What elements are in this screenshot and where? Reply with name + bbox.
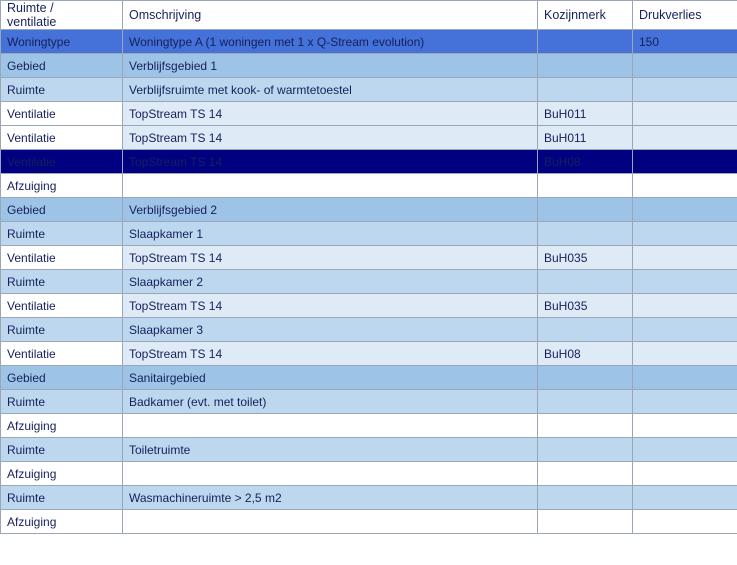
- cell-omschrijving[interactable]: Sanitairgebied: [123, 366, 538, 390]
- cell-drukverlies[interactable]: [633, 150, 737, 174]
- cell-omschrijving[interactable]: Verblijfsgebied 1: [123, 54, 538, 78]
- cell-drukverlies[interactable]: 150: [633, 30, 737, 54]
- column-header-kozijnmerk[interactable]: Kozijnmerk: [538, 1, 633, 30]
- column-header-line2: ventilatie: [7, 15, 57, 29]
- cell-ruimte-ventilatie[interactable]: Ruimte: [1, 222, 123, 246]
- cell-ruimte-ventilatie[interactable]: Ruimte: [1, 318, 123, 342]
- cell-omschrijving[interactable]: Verblijfsgebied 2: [123, 198, 538, 222]
- cell-drukverlies[interactable]: [633, 294, 737, 318]
- cell-ruimte-ventilatie[interactable]: Ventilatie: [1, 150, 123, 174]
- table-row[interactable]: [1, 222, 737, 246]
- cell-kozijnmerk[interactable]: [538, 78, 633, 102]
- table-body: [1, 30, 737, 534]
- cell-ruimte-ventilatie[interactable]: Ventilatie: [1, 102, 123, 126]
- table-header: [1, 1, 737, 30]
- cell-ruimte-ventilatie[interactable]: Afzuiging: [1, 510, 123, 534]
- table-row[interactable]: [1, 30, 737, 54]
- cell-ruimte-ventilatie[interactable]: Woningtype: [1, 30, 123, 54]
- cell-ruimte-ventilatie[interactable]: Gebied: [1, 198, 123, 222]
- cell-omschrijving[interactable]: Verblijfsruimte met kook- of warmtetoestel: [123, 78, 538, 102]
- table-row[interactable]: [1, 294, 737, 318]
- cell-drukverlies[interactable]: [633, 222, 737, 246]
- cell-ruimte-ventilatie[interactable]: Afzuiging: [1, 414, 123, 438]
- table-row[interactable]: [1, 126, 737, 150]
- cell-kozijnmerk[interactable]: [538, 54, 633, 78]
- cell-drukverlies[interactable]: [633, 390, 737, 414]
- table-row[interactable]: [1, 462, 737, 486]
- cell-ruimte-ventilatie[interactable]: Ruimte: [1, 390, 123, 414]
- cell-drukverlies[interactable]: [633, 102, 737, 126]
- cell-kozijnmerk[interactable]: BuH011: [538, 126, 633, 150]
- cell-kozijnmerk[interactable]: [538, 366, 633, 390]
- table-row[interactable]: [1, 342, 737, 366]
- cell-drukverlies[interactable]: [633, 438, 737, 462]
- column-header-line1: Ruimte /: [7, 1, 54, 15]
- cell-omschrijving[interactable]: [123, 414, 538, 438]
- cell-kozijnmerk[interactable]: BuH035: [538, 294, 633, 318]
- cell-omschrijving[interactable]: Slaapkamer 1: [123, 222, 538, 246]
- cell-drukverlies[interactable]: [633, 462, 737, 486]
- cell-kozijnmerk[interactable]: [538, 486, 633, 510]
- cell-drukverlies[interactable]: [633, 270, 737, 294]
- cell-drukverlies[interactable]: [633, 318, 737, 342]
- cell-omschrijving[interactable]: TopStream TS 14: [123, 150, 538, 174]
- cell-omschrijving[interactable]: Slaapkamer 2: [123, 270, 538, 294]
- cell-drukverlies[interactable]: [633, 246, 737, 270]
- cell-kozijnmerk[interactable]: BuH08: [538, 342, 633, 366]
- cell-ruimte-ventilatie[interactable]: Ventilatie: [1, 342, 123, 366]
- table-row[interactable]: [1, 438, 737, 462]
- cell-kozijnmerk[interactable]: [538, 174, 633, 198]
- cell-ruimte-ventilatie[interactable]: Afzuiging: [1, 462, 123, 486]
- table-row[interactable]: [1, 198, 737, 222]
- cell-omschrijving[interactable]: TopStream TS 14: [123, 126, 538, 150]
- table-row[interactable]: [1, 366, 737, 390]
- table-row[interactable]: [1, 486, 737, 510]
- column-header-omschrijving[interactable]: Omschrijving: [123, 1, 538, 30]
- cell-kozijnmerk[interactable]: BuH08: [538, 150, 633, 174]
- cell-ruimte-ventilatie[interactable]: Ventilatie: [1, 246, 123, 270]
- cell-ruimte-ventilatie[interactable]: Ventilatie: [1, 126, 123, 150]
- cell-omschrijving[interactable]: TopStream TS 14: [123, 246, 538, 270]
- cell-omschrijving[interactable]: TopStream TS 14: [123, 342, 538, 366]
- cell-omschrijving[interactable]: TopStream TS 14: [123, 102, 538, 126]
- table-row[interactable]: [1, 150, 737, 174]
- cell-drukverlies[interactable]: [633, 414, 737, 438]
- cell-drukverlies[interactable]: [633, 366, 737, 390]
- cell-kozijnmerk[interactable]: BuH011: [538, 102, 633, 126]
- table-header-row: [1, 1, 737, 30]
- cell-kozijnmerk[interactable]: [538, 318, 633, 342]
- cell-omschrijving[interactable]: [123, 174, 538, 198]
- table-row[interactable]: [1, 54, 737, 78]
- column-header-drukverlies[interactable]: Drukverlies: [633, 1, 737, 30]
- cell-ruimte-ventilatie[interactable]: Gebied: [1, 54, 123, 78]
- table-row[interactable]: [1, 270, 737, 294]
- cell-kozijnmerk[interactable]: [538, 30, 633, 54]
- table-row[interactable]: [1, 390, 737, 414]
- cell-ruimte-ventilatie[interactable]: Ruimte: [1, 486, 123, 510]
- cell-kozijnmerk[interactable]: [538, 390, 633, 414]
- column-header-ruimte-ventilatie[interactable]: [1, 1, 123, 30]
- cell-drukverlies[interactable]: [633, 486, 737, 510]
- table-row[interactable]: [1, 78, 737, 102]
- cell-omschrijving[interactable]: Toiletruimte: [123, 438, 538, 462]
- cell-omschrijving[interactable]: TopStream TS 14: [123, 294, 538, 318]
- cell-ruimte-ventilatie[interactable]: Afzuiging: [1, 174, 123, 198]
- cell-ruimte-ventilatie[interactable]: Ruimte: [1, 78, 123, 102]
- cell-kozijnmerk[interactable]: [538, 510, 633, 534]
- table-row[interactable]: [1, 510, 737, 534]
- table-row[interactable]: [1, 246, 737, 270]
- table-row[interactable]: [1, 414, 737, 438]
- cell-omschrijving[interactable]: Wasmachineruimte > 2,5 m2: [123, 486, 538, 510]
- cell-omschrijving[interactable]: Badkamer (evt. met toilet): [123, 390, 538, 414]
- cell-kozijnmerk[interactable]: [538, 462, 633, 486]
- cell-omschrijving[interactable]: Woningtype A (1 woningen met 1 x Q-Stream evolution): [123, 30, 538, 54]
- cell-ruimte-ventilatie[interactable]: Ventilatie: [1, 294, 123, 318]
- cell-kozijnmerk[interactable]: BuH035: [538, 246, 633, 270]
- table-row[interactable]: [1, 102, 737, 126]
- cell-kozijnmerk[interactable]: [538, 270, 633, 294]
- cell-ruimte-ventilatie[interactable]: Gebied: [1, 366, 123, 390]
- cell-kozijnmerk[interactable]: [538, 198, 633, 222]
- cell-drukverlies[interactable]: [633, 126, 737, 150]
- cell-kozijnmerk[interactable]: [538, 438, 633, 462]
- cell-ruimte-ventilatie[interactable]: Ruimte: [1, 270, 123, 294]
- cell-kozijnmerk[interactable]: [538, 222, 633, 246]
- cell-drukverlies[interactable]: [633, 78, 737, 102]
- cell-omschrijving[interactable]: [123, 462, 538, 486]
- cell-drukverlies[interactable]: [633, 174, 737, 198]
- cell-drukverlies[interactable]: [633, 342, 737, 366]
- cell-omschrijving[interactable]: Slaapkamer 3: [123, 318, 538, 342]
- cell-drukverlies[interactable]: [633, 54, 737, 78]
- table-row[interactable]: [1, 174, 737, 198]
- cell-omschrijving[interactable]: [123, 510, 538, 534]
- cell-drukverlies[interactable]: [633, 510, 737, 534]
- cell-drukverlies[interactable]: [633, 198, 737, 222]
- table-row[interactable]: [1, 318, 737, 342]
- cell-ruimte-ventilatie[interactable]: Ruimte: [1, 438, 123, 462]
- cell-kozijnmerk[interactable]: [538, 414, 633, 438]
